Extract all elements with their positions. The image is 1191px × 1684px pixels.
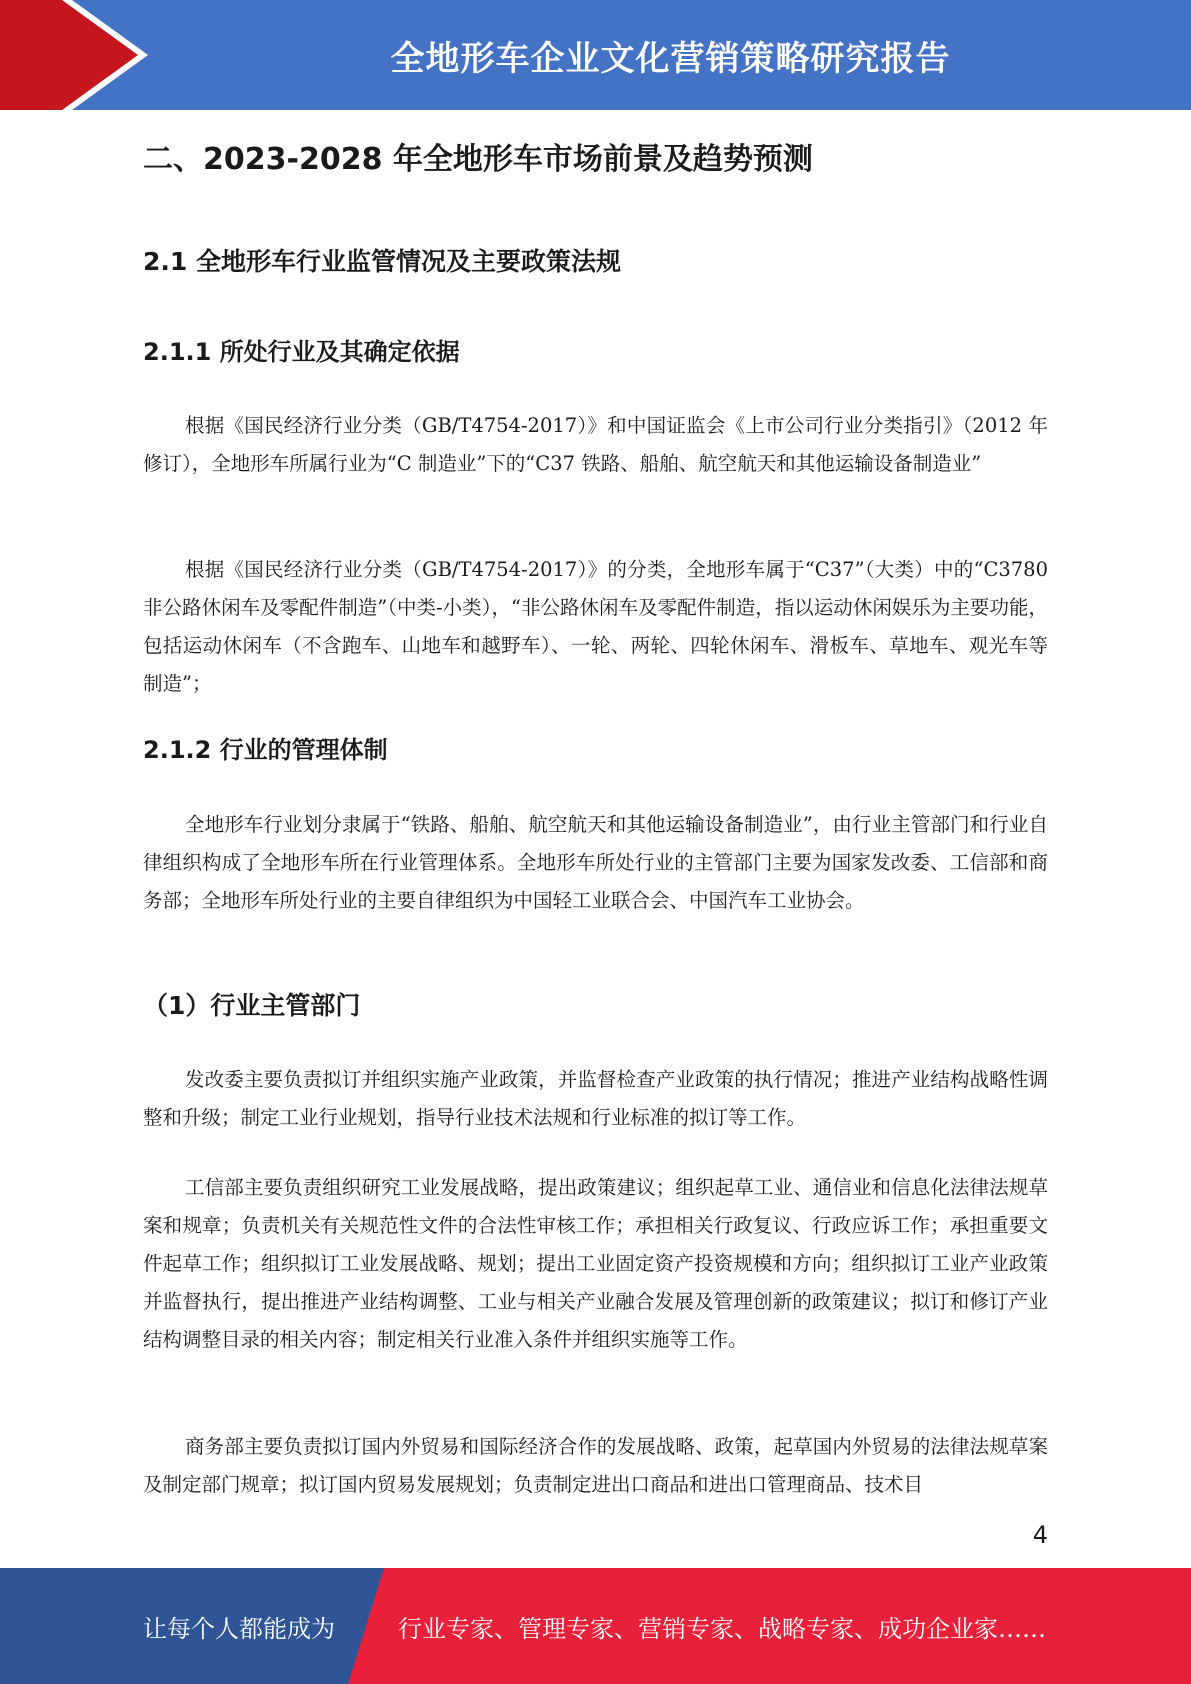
footer-slogan: 让每个人都能成为 [143, 1614, 335, 1643]
paragraph-2: 根据《国民经济行业分类（GB/T4754-2017）》的分类，全地形车属于“C37”（大类）中的“C3780 非公路休闲车及零配件制造”（中类-小类），“非公路休闲车及零配件制造，指以运动休闲娱乐为主要功能，包括运动休闲车（不含跑车、山地车和越野车）、一轮、两轮、四轮休闲车、滑板车、草地车、观光车等制造”； [143, 558, 1048, 695]
paragraph-4: 发改委主要负责拟订并组织实施产业政策，并监督检查产业政策的执行情况；推进产业结构战略性调整和升级；制定工业行业规划，指导行业技术法规和行业标准的拟订等工作。 [143, 1068, 1048, 1129]
paragraph-5: 工信部主要负责组织研究工业发展战略，提出政策建议；组织起草工业、通信业和信息化法律法规草案和规章；负责机关有关规范性文件的合法性审核工作；承担相关行政复议、行政应诉工作；承担重要文件起草工作；组织拟订工业发展战略、规划；提出工业固定资产投资规模和方向；组织拟订工业产业政策并监督执行，提出推进产业结构调整、工业与相关产业融合发展及管理创新的政策建议；拟订和修订产业结构调整目录的相关内容；制定相关行业准入条件并组织实施等工作。 [143, 1176, 1048, 1351]
page-number: 4 [1032, 1521, 1048, 1549]
paragraph-1: 根据《国民经济行业分类（GB/T4754-2017）》和中国证监会《上市公司行业分类指引》（2012 年修订），全地形车所属行业为“C 制造业”下的“C37 铁路、船舶、航空航天和其他运输设备制造业” [143, 414, 1048, 475]
report-title: 全地形车企业文化营销策略研究报告 [390, 38, 951, 79]
subsection-heading-1: 2.1.1 所处行业及其确定依据 [143, 338, 460, 366]
subsection-heading-2: 2.1.2 行业的管理体制 [143, 736, 388, 764]
page-footer [0, 1568, 1191, 1684]
paragraph-3: 全地形车行业划分隶属于“铁路、船舶、航空航天和其他运输设备制造业”，由行业主管部门和行业自律组织构成了全地形车所在行业管理体系。全地形车所处行业的主管部门主要为国家发改委、工信部和商务部；全地形车所处行业的主要自律组织为中国轻工业联合会、中国汽车工业协会。 [143, 813, 1048, 912]
section-heading: 2.1 全地形车行业监管情况及主要政策法规 [143, 247, 621, 276]
footer-expert-list: 行业专家、管理专家、营销专家、战略专家、成功企业家…… [398, 1614, 1046, 1643]
chapter-heading: 二、2023-2028 年全地形车市场前景及趋势预测 [143, 142, 813, 177]
paragraph-6: 商务部主要负责拟订国内外贸易和国际经济合作的发展战略、政策，起草国内外贸易的法律法规草案及制定部门规章；拟订国内贸易发展规划；负责制定进出口商品和进出口管理商品、技术目 [143, 1435, 1048, 1496]
page-header [0, 0, 1191, 110]
subheading-industry-authority: （1）行业主管部门 [143, 991, 361, 1020]
